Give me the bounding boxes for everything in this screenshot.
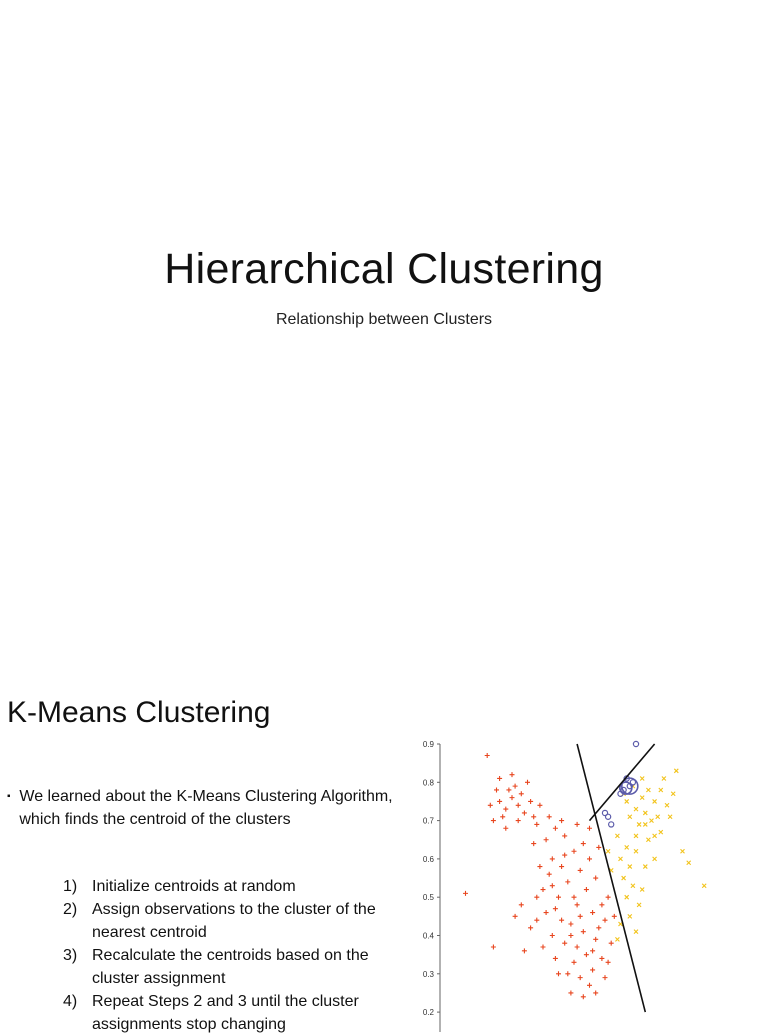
- data-point-plus: [550, 883, 555, 888]
- slide-title: K-Means Clustering: [7, 696, 271, 729]
- data-point-x: [637, 903, 641, 907]
- y-tick-label: 0.2: [422, 1008, 434, 1018]
- data-point-circle: [633, 741, 638, 746]
- data-point-x: [634, 807, 638, 811]
- data-point-plus: [581, 841, 586, 846]
- data-point-plus: [572, 849, 577, 854]
- data-point-x: [631, 884, 635, 888]
- data-point-plus: [575, 902, 580, 907]
- scatter-plot: [410, 732, 768, 1032]
- data-point-circle: [606, 814, 611, 819]
- step-text: Recalculate the centroids based on the cluster assignment: [92, 947, 369, 987]
- data-point-plus: [593, 876, 598, 881]
- data-point-plus: [596, 925, 601, 930]
- slide-title: Hierarchical Clustering: [164, 245, 604, 293]
- data-point-x: [681, 849, 685, 853]
- data-point-plus: [503, 826, 508, 831]
- data-point-x: [628, 865, 632, 869]
- data-point-plus: [531, 814, 536, 819]
- step-number: 1): [63, 878, 78, 895]
- data-point-plus: [603, 918, 608, 923]
- data-point-plus: [572, 895, 577, 900]
- data-point-plus: [590, 948, 595, 953]
- data-point-x: [640, 796, 644, 800]
- data-point-x: [615, 937, 619, 941]
- bullet-square-icon: ▪: [7, 791, 11, 802]
- data-point-plus: [590, 910, 595, 915]
- data-point-plus: [590, 967, 595, 972]
- data-point-plus: [488, 803, 493, 808]
- step-number: 2): [63, 901, 78, 918]
- data-point-x: [665, 803, 669, 807]
- y-tick-label: 0.6: [422, 854, 434, 864]
- data-point-x: [653, 799, 657, 803]
- data-point-plus: [606, 960, 611, 965]
- data-point-x: [659, 788, 663, 792]
- y-tick-label: 0.8: [422, 778, 434, 788]
- data-point-plus: [503, 807, 508, 812]
- data-point-plus: [510, 772, 515, 777]
- data-point-plus: [575, 944, 580, 949]
- step-text: Initialize centroids at random: [92, 878, 296, 895]
- data-point-plus: [491, 944, 496, 949]
- data-point-x: [615, 834, 619, 838]
- data-point-plus: [522, 948, 527, 953]
- data-point-plus: [534, 895, 539, 900]
- data-point-plus: [568, 933, 573, 938]
- data-point-x: [643, 865, 647, 869]
- data-point-x: [622, 876, 626, 880]
- data-point-plus: [584, 952, 589, 957]
- data-point-x: [619, 857, 623, 861]
- data-point-plus: [593, 990, 598, 995]
- data-point-plus: [534, 822, 539, 827]
- data-point-plus: [587, 856, 592, 861]
- data-point-plus: [485, 753, 490, 758]
- y-tick-label: 0.7: [422, 816, 434, 826]
- data-point-plus: [572, 960, 577, 965]
- steps-list: [63, 875, 408, 1036]
- data-point-plus: [510, 795, 515, 800]
- data-point-x: [653, 857, 657, 861]
- slide-subtitle: Relationship between Clusters: [275, 311, 493, 328]
- data-point-plus: [612, 914, 617, 919]
- data-point-plus: [562, 853, 567, 858]
- data-point-x: [653, 834, 657, 838]
- data-point-plus: [531, 841, 536, 846]
- data-point-x: [625, 895, 629, 899]
- data-point-x: [643, 811, 647, 815]
- data-point-plus: [497, 776, 502, 781]
- data-point-plus: [544, 910, 549, 915]
- data-point-plus: [537, 803, 542, 808]
- data-point-plus: [584, 887, 589, 892]
- data-point-plus: [541, 887, 546, 892]
- data-point-plus: [513, 784, 518, 789]
- data-point-plus: [553, 906, 558, 911]
- data-point-plus: [547, 872, 552, 877]
- data-point-x: [625, 799, 629, 803]
- data-point-x: [687, 861, 691, 865]
- data-point-plus: [528, 799, 533, 804]
- data-point-plus: [556, 971, 561, 976]
- decision-boundary-line: [590, 744, 655, 821]
- step-item: [63, 898, 408, 944]
- data-point-x: [662, 776, 666, 780]
- data-point-plus: [568, 922, 573, 927]
- bullet-text: We learned about the K-Means Clustering Algorithm, which finds the centroid of the clusters: [19, 788, 393, 828]
- data-point-plus: [559, 864, 564, 869]
- data-point-plus: [587, 983, 592, 988]
- step-number: 4): [63, 993, 78, 1010]
- data-point-x: [668, 815, 672, 819]
- data-point-plus: [544, 837, 549, 842]
- step-item: [63, 875, 408, 898]
- data-point-x: [628, 914, 632, 918]
- data-point-plus: [519, 902, 524, 907]
- data-point-x: [634, 849, 638, 853]
- y-tick-label: 0.5: [422, 893, 434, 903]
- data-point-x: [646, 788, 650, 792]
- data-point-plus: [606, 895, 611, 900]
- data-point-plus: [534, 918, 539, 923]
- data-point-plus: [494, 787, 499, 792]
- kmeans-scatter-chart: [410, 732, 768, 1024]
- y-tick-label: 0.9: [422, 740, 434, 749]
- data-point-plus: [513, 914, 518, 919]
- data-point-plus: [603, 975, 608, 980]
- data-point-x: [674, 769, 678, 773]
- data-point-x: [671, 792, 675, 796]
- data-point-x: [650, 819, 654, 823]
- data-point-plus: [528, 925, 533, 930]
- data-point-x: [628, 815, 632, 819]
- data-point-x: [702, 884, 706, 888]
- step-item: [63, 990, 408, 1036]
- y-tick-label: 0.3: [422, 969, 434, 979]
- step-text: Assign observations to the cluster of the nearest centroid: [92, 901, 376, 941]
- data-point-plus: [553, 826, 558, 831]
- data-point-x: [656, 815, 660, 819]
- data-point-x: [606, 849, 610, 853]
- data-point-circle: [609, 822, 614, 827]
- kmeans-slide: [0, 672, 768, 1033]
- data-point-plus: [547, 814, 552, 819]
- data-point-plus: [559, 818, 564, 823]
- data-point-plus: [581, 994, 586, 999]
- bullet-item: [7, 785, 402, 831]
- data-point-plus: [519, 791, 524, 796]
- step-item: [63, 944, 408, 990]
- data-point-plus: [463, 891, 468, 896]
- data-point-plus: [609, 941, 614, 946]
- data-point-plus: [562, 941, 567, 946]
- data-point-x: [640, 888, 644, 892]
- data-point-x: [659, 830, 663, 834]
- data-point-plus: [581, 929, 586, 934]
- data-point-plus: [596, 845, 601, 850]
- data-point-plus: [587, 826, 592, 831]
- data-point-plus: [537, 864, 542, 869]
- step-number: 3): [63, 947, 78, 964]
- data-point-plus: [578, 914, 583, 919]
- data-point-plus: [562, 833, 567, 838]
- data-point-plus: [522, 810, 527, 815]
- data-point-x: [637, 822, 641, 826]
- data-point-plus: [578, 868, 583, 873]
- data-point-plus: [599, 956, 604, 961]
- data-point-plus: [550, 856, 555, 861]
- data-point-plus: [575, 822, 580, 827]
- data-point-plus: [578, 975, 583, 980]
- data-point-plus: [525, 780, 530, 785]
- data-point-plus: [497, 799, 502, 804]
- data-point-plus: [550, 933, 555, 938]
- data-point-x: [634, 930, 638, 934]
- data-point-x: [625, 845, 629, 849]
- data-point-x: [646, 838, 650, 842]
- data-point-plus: [553, 956, 558, 961]
- data-point-plus: [599, 902, 604, 907]
- data-point-plus: [500, 814, 505, 819]
- data-point-plus: [565, 971, 570, 976]
- data-point-plus: [565, 879, 570, 884]
- data-point-plus: [516, 803, 521, 808]
- data-point-plus: [506, 787, 511, 792]
- data-point-plus: [593, 937, 598, 942]
- data-point-plus: [559, 918, 564, 923]
- data-point-plus: [516, 818, 521, 823]
- data-point-x: [640, 776, 644, 780]
- data-point-plus: [568, 990, 573, 995]
- data-point-plus: [491, 818, 496, 823]
- data-point-x: [643, 822, 647, 826]
- step-text: Repeat Steps 2 and 3 until the cluster assignments stop changing: [92, 993, 359, 1033]
- data-point-plus: [541, 944, 546, 949]
- data-point-x: [634, 834, 638, 838]
- data-point-plus: [556, 895, 561, 900]
- y-tick-label: 0.4: [422, 931, 434, 941]
